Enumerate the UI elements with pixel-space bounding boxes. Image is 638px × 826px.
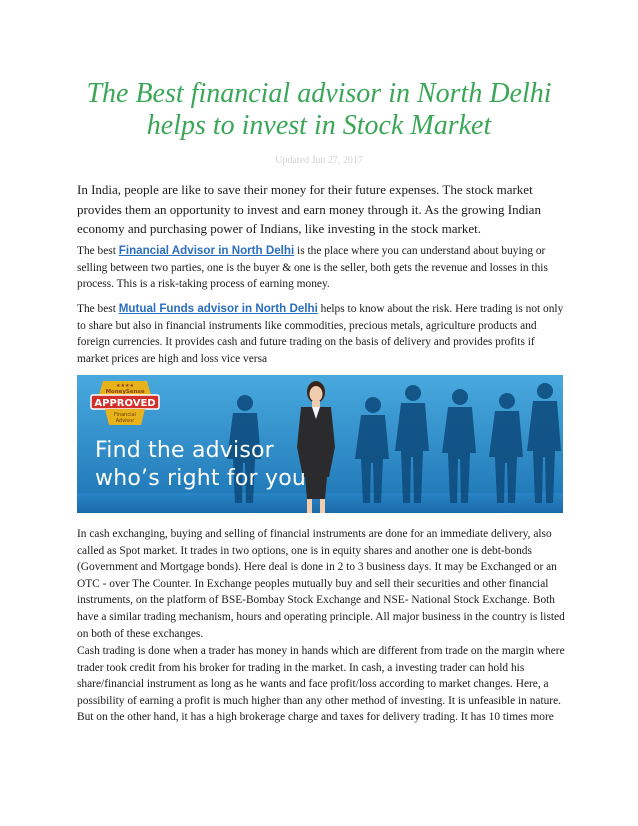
- badge-approved: APPROVED: [94, 398, 156, 409]
- document-title: The Best financial advisor in North Delhi helps to invest in Stock Market: [86, 78, 552, 141]
- badge-sub-advisor: Advisor: [115, 418, 135, 424]
- badge-brand: MoneySense: [105, 389, 145, 395]
- banner-headline: [95, 437, 306, 493]
- paragraph-text: The best: [77, 245, 119, 257]
- paragraph-text: The best: [77, 303, 119, 315]
- paragraph-intro: In India, people are like to save their money for their future expenses. The stock market provides them an opportunity to invest and earn money through it. As the growing Indian economy and purchasing power of Indians, like investing in the stock market.: [77, 182, 541, 236]
- paragraph-text: helps to know about the risk. Here trading is not only to share but also in financial instruments like commodities, precious metals, agriculture products and foreign currencies. It provides cash and future trading on the basis of delivery and provides profits if market prices are high and loss vice versa: [77, 303, 564, 365]
- paragraph-mutual-funds: [77, 301, 567, 367]
- banner-headline-line2: who’s right for you: [95, 466, 306, 491]
- paragraph-cash-trading: Cash trading is done when a trader has money in hands which are different from trade on the margin where trader took credit from his broker for trading in the market. In cash, a investing trader can hold his share/financial instrument as long as he wants and face profit/loss according to market changes. Here, a possibility of earning a profit is much higher than any other method of investing. It is unfeasible in nature. But on the other hand, it has a high brokerage charge and taxes for delivery trading. It has 10 times more: [77, 645, 565, 723]
- financial-advisor-link[interactable]: Financial Advisor in North Delhi: [118, 244, 295, 257]
- paragraph-financial-advisor: [77, 243, 567, 293]
- banner-headline-line1: Find the advisor: [95, 438, 274, 463]
- advisor-banner-image: [77, 375, 563, 513]
- updated-date: Updated Jun 27, 2017: [275, 155, 363, 166]
- badge-sub-financial: Financial: [114, 412, 136, 418]
- paragraph-text: is the place where you can understand about buying or selling between two parties, one is the buyer & one is the seller, both gets the revenue and losses in this process. This is a risk-taking process of earning money.: [77, 245, 548, 290]
- paragraph-cash-exchanging: In cash exchanging, buying and selling of financial instruments are done for an immediate delivery, also called as Spot market. It trades in two options, one is in equity shares and another one is debt-bonds (Government and Mortgage bonds). Here deal is done in 2 to 3 business days. It may be Exchanged or an OTC - over The Counter. In Exchange peoples mutually buy and sell their securities and other financial instruments, on the platform of BSE-Bombay Stock Exchange and NSE- National Stock Exchange. Both have a similar trading mechanism, hours and operating principle. All major business in the country is listed on both of these exchanges.: [77, 528, 565, 640]
- mutual-funds-advisor-link[interactable]: Mutual Funds advisor in North Delhi: [118, 302, 318, 315]
- badge-stars: ★★★★: [116, 383, 134, 389]
